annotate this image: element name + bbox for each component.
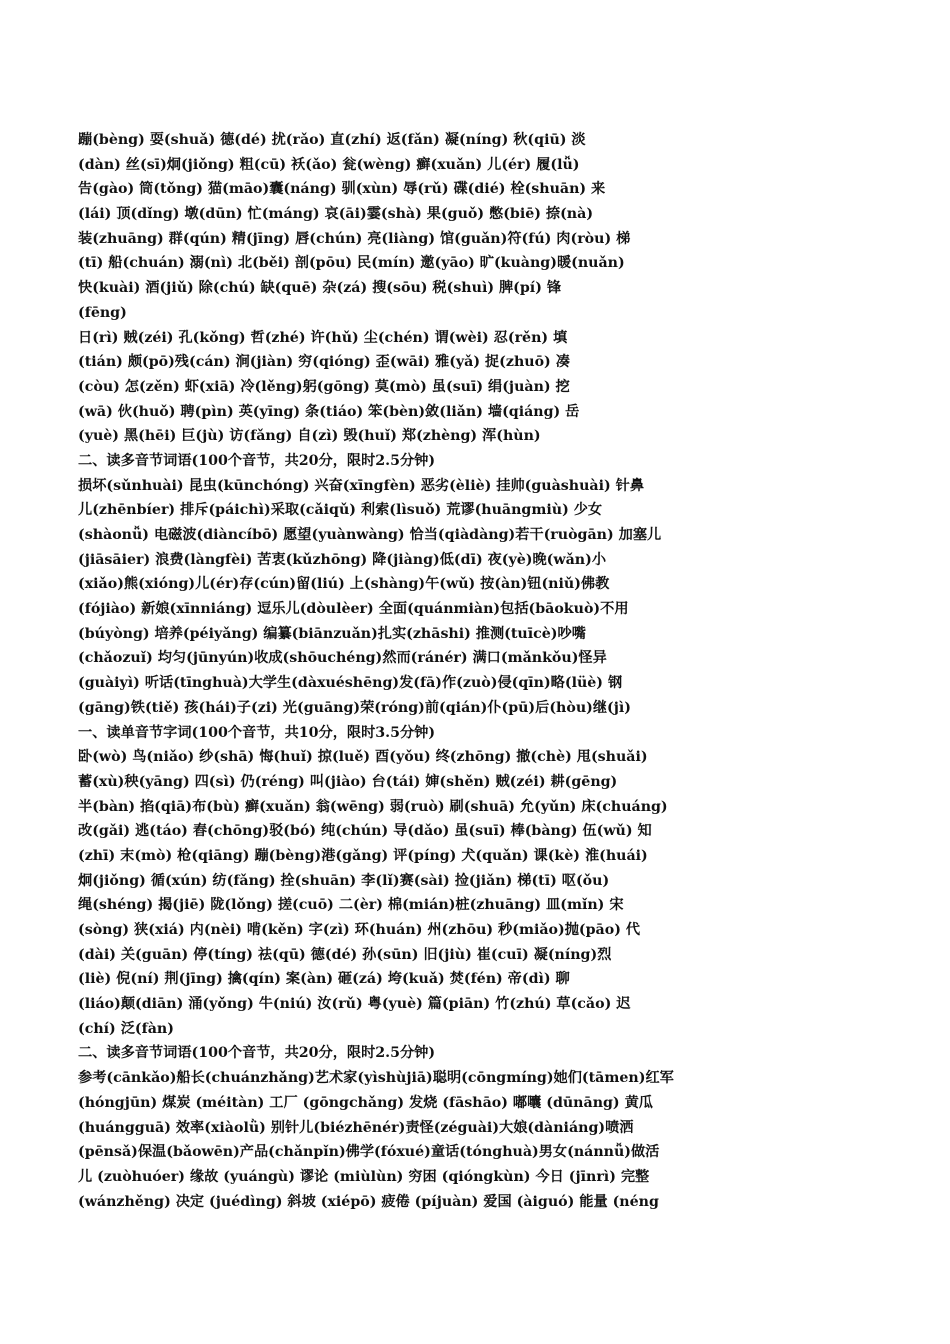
text-line: (wā) 伙(huǒ) 聘(pìn) 英(yīng) 条(tiáo) 笨(bèn)敛(liǎn) 墙(qiáng) 岳	[78, 403, 580, 420]
text-line: 半(bàn) 掐(qiā)布(bù) 癣(xuǎn) 翁(wēng) 弱(ruò) 刷(shuā) 允(yǔn) 床(chuáng)	[78, 798, 668, 815]
section-heading: 二、读多音节词语(100个音节，共20分，限时2.5分钟)	[78, 1045, 436, 1062]
text-line: (dàn) 丝(sī)炯(jiǒng) 粗(cū) 袄(ǎo) 瓮(wèng) 癣(xuǎn) 儿(ér) 履(lǚ)	[78, 156, 580, 173]
text-line: 卧(wò) 鸟(niǎo) 纱(shā) 悔(huǐ) 掠(luě) 酉(yǒu) 终(zhōng) 撤(chè) 甩(shuǎi)	[78, 749, 648, 766]
text-line: (chí) 泛(fàn)	[78, 1020, 174, 1037]
text-line: (lái) 顶(dǐng) 墩(dūn) 忙(máng) 哀(āi)霎(shà) 果(guǒ) 憋(biē) 捺(nà)	[78, 206, 594, 223]
section-heading: 二、读多音节词语(100个音节，共20分，限时2.5分钟)	[78, 452, 436, 469]
text-line: (jiāsāier) 浪费(làngfèi) 苦衷(kǔzhōng) 降(jiàng)低(dī) 夜(yè)晚(wǎn)小	[78, 551, 607, 568]
text-line: (zhī) 末(mò) 枪(qiāng) 蹦(bèng)港(gǎng) 评(píng) 犬(quǎn) 课(kè) 淮(huái)	[78, 847, 648, 864]
text-line: (sòng) 狭(xiá) 内(nèi) 啃(kěn) 字(zì) 环(huán) 州(zhōu) 秒(miǎo)抛(pāo) 代	[78, 922, 641, 938]
text-line: (yuè) 黑(hēi) 巨(jù) 访(fǎng) 自(zì) 毁(huǐ) 郑(zhèng) 浑(hùn)	[78, 428, 541, 445]
text-line: 告(gào) 筒(tǒng) 猫(māo)囊(náng) 驯(xùn) 辱(rǔ) 碟(dié) 栓(shuān) 来	[78, 181, 606, 198]
text-line: (wánzhěng) 决定 (juédìng) 斜坡 (xiépō) 疲倦 (píjuàn) 爱国 (àiguó) 能量 (néng	[78, 1193, 659, 1210]
text-line: (tián) 颇(pō)残(cán) 涧(jiàn) 穷(qióng) 歪(wāi) 雅(yǎ) 捉(zhuō) 凑	[78, 354, 570, 371]
section-heading: 一、读单音节字词(100个音节，共10分，限时3.5分钟)	[78, 724, 436, 741]
text-line: 儿 (zuòhuóer) 缘故 (yuángù) 谬论 (miùlùn) 穷困 (qióngkùn) 今日 (jīnrì) 完整	[78, 1168, 650, 1185]
text-line: (pēnsǎ)保温(bǎowēn)产品(chǎnpǐn)佛学(fóxué)童话(tónghuà)男女(nánnǚ)做活	[78, 1144, 660, 1161]
text-line: (tī) 船(chuán) 溺(nì) 北(běi) 剖(pōu) 民(mín) 邀(yāo) 旷(kuàng)暖(nuǎn)	[78, 255, 625, 272]
text-line: (hóngjūn) 煤炭 (méitàn) 工厂 (gōngchǎng) 发烧 (fāshāo) 嘟囔 (dūnāng) 黄瓜	[78, 1094, 653, 1111]
document-body	[78, 128, 884, 1214]
text-line: (liè) 倪(ní) 荆(jīng) 擒(qín) 案(àn) 砸(zá) 垮(kuǎ) 焚(fén) 帝(dì) 聊	[78, 971, 570, 988]
text-line: (fójiào) 新娘(xīnniáng) 逗乐儿(dòulèer) 全面(quánmiàn)包括(bāokuò)不用	[78, 601, 629, 618]
text-line: 参考(cānkǎo)船长(chuánzhǎng)艺术家(yìshùjiā)聪明(cōngmíng)她们(tāmen)红军	[78, 1070, 674, 1087]
text-line: 损坏(sǔnhuài) 昆虫(kūnchóng) 兴奋(xīngfèn) 恶劣(èliè) 挂帅(guàshuài) 针鼻	[78, 477, 645, 494]
text-line: (gāng)铁(tiě) 孩(hái)子(zi) 光(guāng)荣(róng)前(qián)仆(pū)后(hòu)继(jì)	[78, 699, 631, 716]
text-line: 蓄(xù)秧(yāng) 四(sì) 仍(réng) 叫(jiào) 台(tái) 婶(shěn) 贼(zéi) 耕(gēng)	[78, 773, 618, 790]
text-line: (shàonǚ) 电磁波(diàncíbō) 愿望(yuànwàng) 恰当(qiàdàng)若干(ruògān) 加塞儿	[78, 527, 662, 543]
text-line: 装(zhuāng) 群(qún) 精(jīng) 唇(chún) 亮(liàng) 馆(guǎn)符(fú) 肉(ròu) 梯	[78, 230, 631, 247]
text-line: (huángguā) 效率(xiàolǜ) 别针儿(biézhēnér)责怪(zéguài)大娘(dàniáng)喷洒	[78, 1119, 634, 1136]
text-line: 绳(shéng) 揭(jiē) 陇(lǒng) 搓(cuō) 二(èr) 棉(mián)桩(zhuāng) 皿(mǐn) 宋	[78, 897, 624, 914]
text-line: 儿(zhēnbíer) 排斥(páichì)采取(cǎiqǔ) 利索(lìsuǒ) 荒谬(huāngmiù) 少女	[78, 502, 603, 519]
text-line: (còu) 怎(zěn) 虾(xiā) 冷(lěng)躬(gōng) 莫(mò) 虽(suī) 绢(juàn) 挖	[78, 378, 570, 395]
text-line: 快(kuài) 酒(jiǔ) 除(chú) 缺(quē) 杂(zá) 搜(sōu) 税(shuì) 脾(pí) 锋	[78, 280, 562, 297]
text-line: 改(gǎi) 逃(táo) 舂(chōng)驳(bó) 纯(chún) 导(dǎo) 虽(suī) 棒(bàng) 伍(wǔ) 知	[78, 823, 652, 840]
text-line: (fēng)	[78, 304, 127, 321]
text-line: 蹦(bèng) 耍(shuǎ) 德(dé) 扰(rǎo) 直(zhí) 返(fǎn) 凝(níng) 秋(qiū) 淡	[78, 132, 586, 148]
text-line: (búyòng) 培养(péiyǎng) 编纂(biānzuǎn)扎实(zhāshi) 推测(tuīcè)吵嘴	[78, 625, 586, 642]
text-line: 日(rì) 贼(zéi) 孔(kǒng) 哲(zhé) 许(hǔ) 尘(chén) 谓(wèi) 忍(rěn) 填	[78, 329, 568, 346]
text-line: (liáo)颠(diān) 涌(yǒng) 牛(niú) 汝(rǔ) 粤(yuè) 篇(piān) 竹(zhú) 草(cǎo) 迟	[78, 996, 631, 1013]
text-line: (dài) 关(guān) 停(tíng) 祛(qū) 德(dé) 孙(sūn) 旧(jiù) 崔(cuī) 凝(níng)烈	[78, 946, 612, 963]
text-line: (xiǎo)熊(xióng)儿(ér)存(cún)留(liú) 上(shàng)午(wǔ) 按(àn)钮(niǔ)佛教	[78, 576, 610, 593]
text-line: 炯(jiǒng) 循(xún) 纺(fǎng) 拴(shuān) 李(lǐ)赛(sài) 捡(jiǎn) 梯(tī) 呕(ǒu)	[78, 872, 610, 889]
text-line: (guàiyì) 听话(tīnghuà)大学生(dàxuéshēng)发(fā)作(zuò)侵(qīn)略(lüè) 钢	[78, 675, 623, 692]
text-line: (chǎozuǐ) 均匀(jūnyún)收成(shōuchéng)然而(ránér) 满口(mǎnkǒu)怪异	[78, 650, 607, 667]
